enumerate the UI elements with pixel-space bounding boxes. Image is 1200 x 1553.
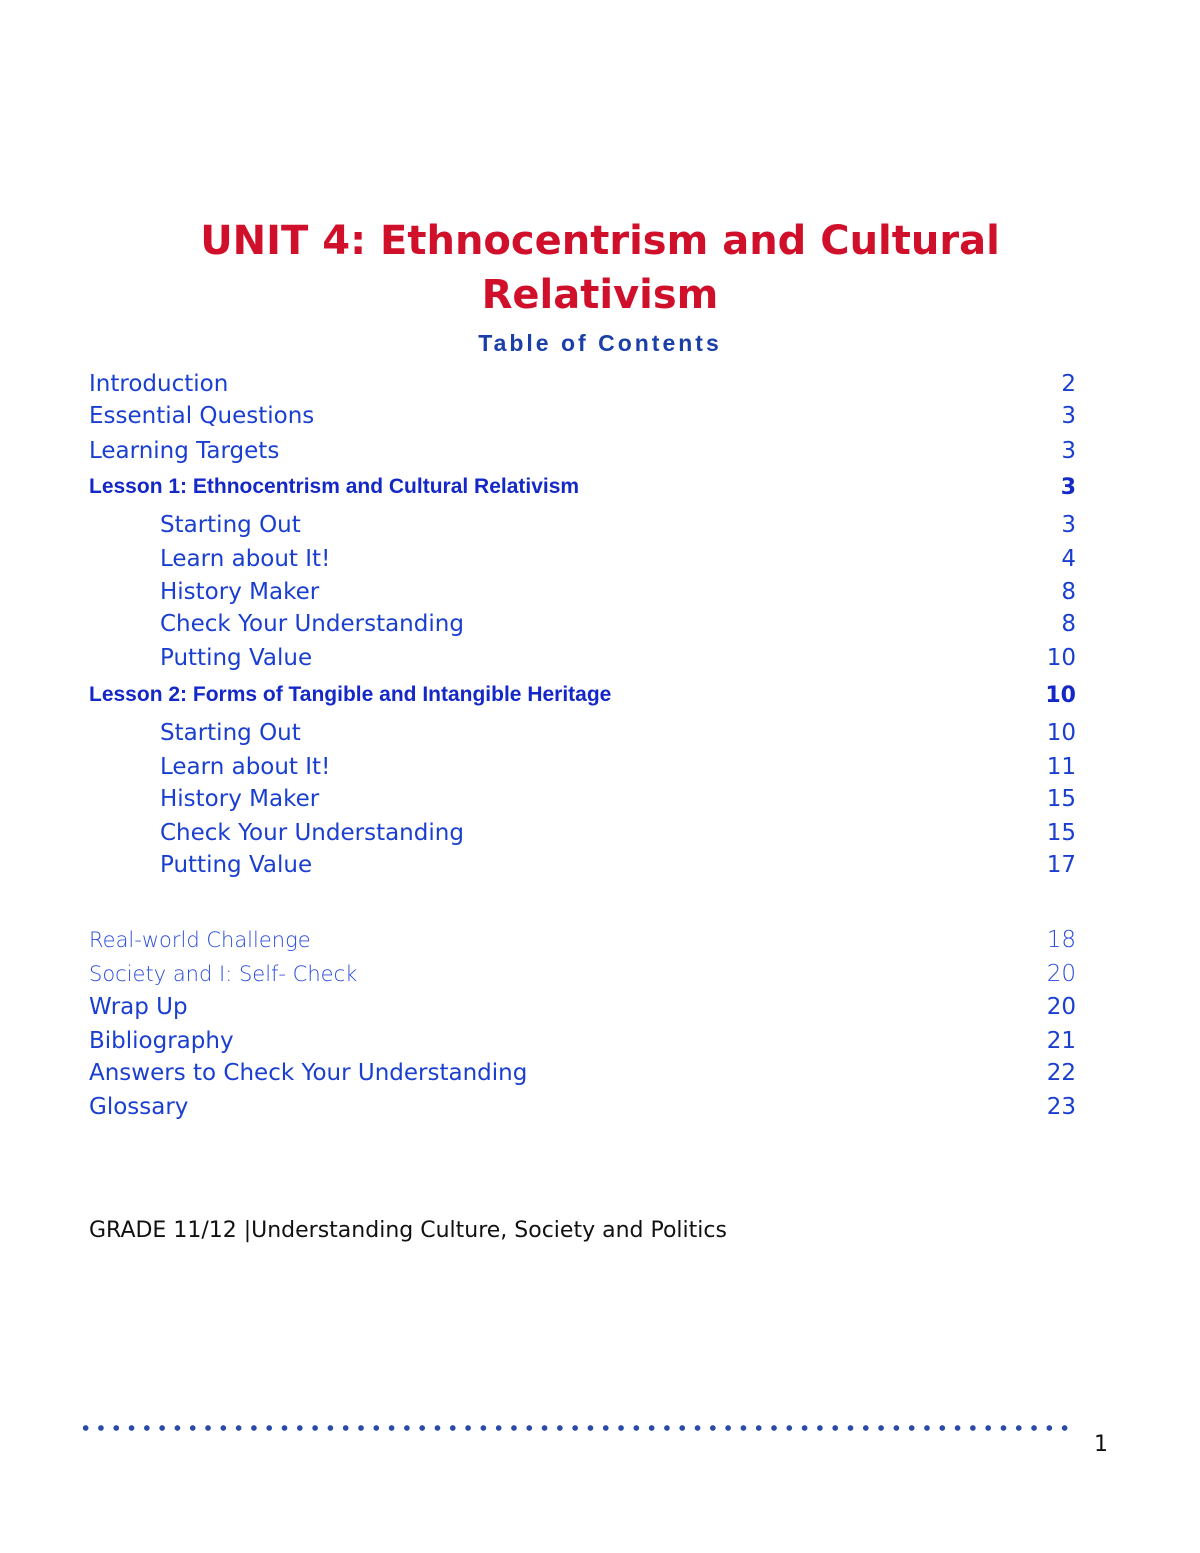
toc-entry-l1-putting-value[interactable] — [160, 641, 1076, 675]
toc-label: Check Your Understanding — [160, 611, 464, 637]
toc-page: 10 — [1046, 720, 1076, 746]
unit-title-line-1 — [0, 214, 1200, 268]
toc-label: History Maker — [160, 786, 320, 812]
toc-entry-l2-starting-out[interactable] — [160, 716, 1076, 750]
toc-label: Learn about It! — [160, 546, 331, 572]
toc-entry-real-world-challenge[interactable] — [89, 923, 1076, 957]
toc-page: 3 — [1061, 438, 1076, 464]
toc-label: Starting Out — [160, 720, 301, 746]
toc-page: 8 — [1061, 579, 1076, 605]
toc-page: 3 — [1060, 474, 1076, 500]
toc-page: 21 — [1046, 1028, 1076, 1054]
toc-entry-bibliography[interactable] — [89, 1024, 1076, 1058]
toc-entry-lesson-1[interactable] — [89, 470, 1076, 504]
toc-page: 20 — [1046, 994, 1076, 1020]
toc-entry-wrap-up[interactable] — [89, 990, 1076, 1024]
toc-entry-l1-learn-about-it[interactable] — [160, 542, 1076, 576]
unit-title-line-2: Relativism — [481, 272, 719, 318]
toc-page: 2 — [1061, 371, 1076, 397]
toc-heading: Table of Contents — [478, 330, 722, 356]
course-footer: GRADE 11/12 |Understanding Culture, Society and Politics — [89, 1218, 727, 1243]
toc-label: Answers to Check Your Understanding — [89, 1060, 528, 1086]
dotted-divider — [78, 1424, 1068, 1432]
toc-entry-answers[interactable] — [89, 1056, 1076, 1090]
toc-page: 23 — [1046, 1094, 1076, 1120]
unit-label: UNIT 4: — [200, 218, 367, 264]
toc-page: 10 — [1045, 682, 1076, 708]
toc-label: Lesson 2: Forms of Tangible and Intangible Heritage — [89, 683, 612, 706]
toc-label: History Maker — [160, 579, 320, 605]
toc-entry-l1-check-understanding[interactable] — [160, 607, 1076, 641]
toc-label: Learn about It! — [160, 754, 331, 780]
toc-label: Learning Targets — [89, 438, 280, 464]
toc-page: 8 — [1061, 611, 1076, 637]
toc-label: Check Your Understanding — [160, 820, 464, 846]
toc-page: 17 — [1046, 852, 1076, 878]
toc-page: 10 — [1046, 645, 1076, 671]
unit-title-text: Ethnocentrism and Cultural — [380, 218, 1000, 264]
toc-entry-l2-learn-about-it[interactable] — [160, 750, 1076, 784]
toc-page: 18 — [1046, 927, 1076, 953]
toc-label: Introduction — [89, 371, 229, 397]
toc-page: 3 — [1061, 403, 1076, 429]
toc-label: Bibliography — [89, 1028, 234, 1054]
toc-label: Putting Value — [160, 852, 313, 878]
toc-entry-introduction[interactable] — [89, 367, 1076, 401]
toc-label: Wrap Up — [89, 994, 188, 1020]
toc-entry-lesson-2[interactable] — [89, 678, 1076, 712]
toc-entry-learning-targets[interactable] — [89, 434, 1076, 468]
toc-page: 3 — [1061, 512, 1076, 538]
toc-entry-l1-history-maker[interactable] — [160, 575, 1076, 609]
toc-entry-l2-check-understanding[interactable] — [160, 816, 1076, 850]
toc-entry-self-check[interactable] — [89, 957, 1076, 991]
toc-label: Real-world Challenge — [89, 928, 311, 952]
toc-entry-glossary[interactable] — [89, 1090, 1076, 1124]
toc-page: 4 — [1061, 546, 1076, 572]
toc-entry-l2-history-maker[interactable] — [160, 782, 1076, 816]
toc-label: Glossary — [89, 1094, 189, 1120]
page-number: 1 — [1094, 1432, 1108, 1457]
toc-entry-essential-questions[interactable] — [89, 399, 1076, 433]
toc-page: 15 — [1046, 820, 1076, 846]
toc-label: Society and I: Self- Check — [89, 962, 358, 986]
toc-entry-l2-putting-value[interactable] — [160, 848, 1076, 882]
toc-entry-l1-starting-out[interactable] — [160, 508, 1076, 542]
toc-label: Starting Out — [160, 512, 301, 538]
toc-label: Lesson 1: Ethnocentrism and Cultural Relativism — [89, 475, 580, 498]
toc-page: 20 — [1046, 961, 1076, 987]
toc-label: Essential Questions — [89, 403, 315, 429]
toc-page: 15 — [1046, 786, 1076, 812]
toc-label: Putting Value — [160, 645, 313, 671]
toc-page: 11 — [1046, 754, 1076, 780]
toc-page: 22 — [1046, 1060, 1076, 1086]
